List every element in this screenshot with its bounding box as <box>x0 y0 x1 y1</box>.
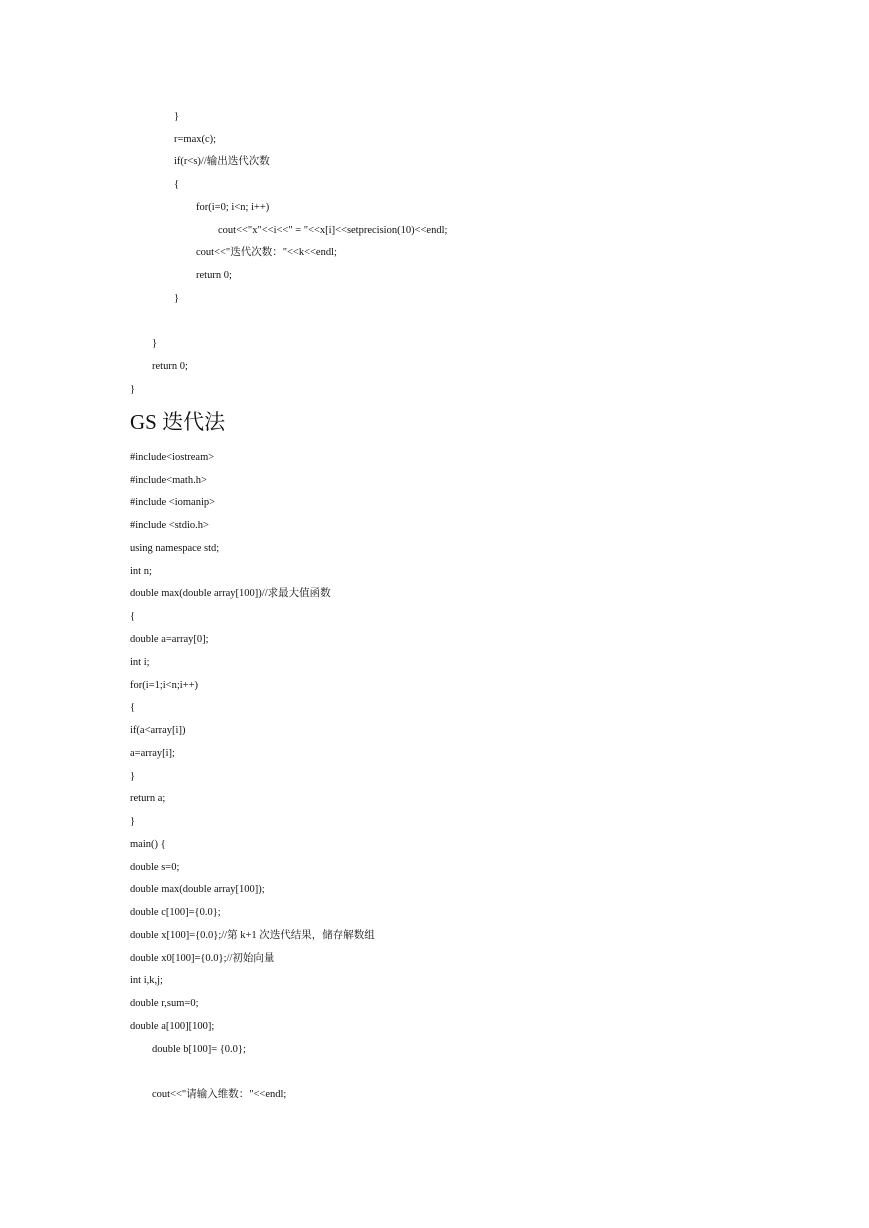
code-line: double s=0; <box>130 862 180 873</box>
code-line: #include<math.h> <box>130 475 207 486</box>
code-line: cout<<"迭代次数："<<k<<endl; <box>196 247 337 258</box>
code-line: double x0[100]={0.0};//初始向量 <box>130 953 275 964</box>
code-line: } <box>130 816 136 827</box>
code-line: int n; <box>130 566 152 577</box>
code-line: if(a<array[i]) <box>130 725 186 736</box>
code-line: } <box>174 111 180 122</box>
code-line: double a[100][100]; <box>130 1021 215 1032</box>
code-line: if(r<s)//输出迭代次数 <box>174 156 270 167</box>
code-line: double c[100]={0.0}; <box>130 907 221 918</box>
code-line: double b[100]= {0.0}; <box>152 1044 246 1055</box>
code-line: a=array[i]; <box>130 748 175 759</box>
code-line: double r,sum=0; <box>130 998 199 1009</box>
section-heading: GS 迭代法 <box>130 410 226 434</box>
code-line: return 0; <box>152 361 188 372</box>
code-line: } <box>152 338 158 349</box>
code-line: for(i=1;i<n;i++) <box>130 680 199 691</box>
code-line: return 0; <box>196 270 232 281</box>
code-line: double max(double array[100]); <box>130 884 265 895</box>
code-line: double max(double array[100])//求最大值函数 <box>130 588 331 599</box>
code-line: r=max(c); <box>174 134 217 145</box>
code-line: } <box>130 384 136 395</box>
code-line: #include <iomanip> <box>130 497 216 508</box>
code-line: int i; <box>130 657 150 668</box>
code-line: } <box>174 293 180 304</box>
code-line: double a=array[0]; <box>130 634 209 645</box>
code-line: #include <stdio.h> <box>130 520 209 531</box>
code-line: cout<<"请输入维数："<<endl; <box>152 1089 287 1100</box>
code-line: double x[100]={0.0};//第 k+1 次迭代结果，储存解数组 <box>130 930 375 941</box>
code-line: } <box>130 771 136 782</box>
code-line: cout<<"x"<<i<<" = "<<x[i]<<setprecision(10)<<endl; <box>218 225 448 236</box>
code-line: { <box>130 611 136 622</box>
code-line: for(i=0; i<n; i++) <box>196 202 270 213</box>
code-line: int i,k,j; <box>130 975 163 986</box>
code-line: return a; <box>130 793 166 804</box>
code-line: main() { <box>130 839 166 850</box>
code-line: using namespace std; <box>130 543 220 554</box>
code-line: { <box>174 179 180 190</box>
code-line: #include<iostream> <box>130 452 215 463</box>
code-line: { <box>130 702 136 713</box>
